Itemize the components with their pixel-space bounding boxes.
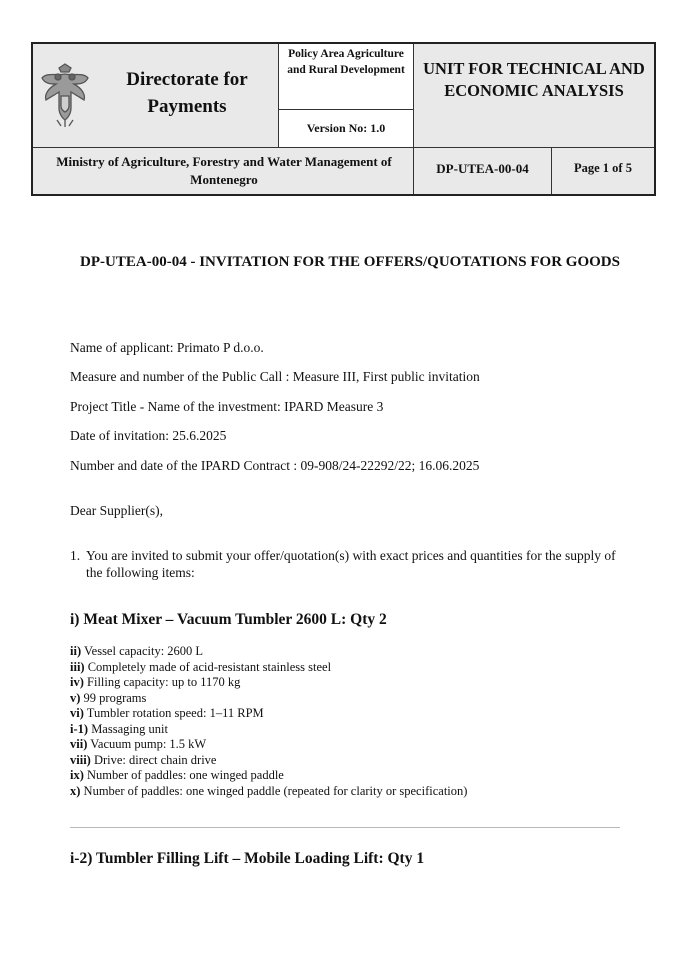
version-text: Version No: 1.0 (306, 121, 386, 135)
list-item: i-1) Massaging unit (70, 721, 168, 736)
doc-code-cell (414, 148, 552, 194)
list-item: vii) Vacuum pump: 1.5 kW (70, 737, 207, 751)
measure-field: Measure and number of the Public Call : Measure III, First public invitation (70, 369, 480, 384)
list-item: iv) Filling capacity: up to 1170 kg (70, 675, 241, 689)
list-item: ii) Vessel capacity: 2600 L (70, 644, 204, 658)
document-header-table (31, 42, 656, 196)
coat-of-arms-icon (39, 62, 91, 128)
applicant-field: Name of applicant: Primato P d.o.o. (70, 340, 264, 355)
contract-field: Number and date of the IPARD Contract : 09-908/24-22292/22; 16.06.2025 (70, 458, 480, 473)
policy-area-cell (279, 44, 414, 110)
unit-cell (414, 44, 654, 148)
salutation: Dear Supplier(s), (70, 503, 163, 518)
document-title: DP-UTEA-00-04 - INVITATION FOR THE OFFERS/QUOTATIONS FOR GOODS (80, 254, 620, 270)
paragraph-text: You are invited to submit your offer/quotation(s) with exact prices and quantities for the supply of the following items: (86, 548, 616, 580)
directorate-cell (33, 44, 279, 148)
spec-list (70, 644, 467, 799)
directorate-title: Directorate for Payments (126, 69, 248, 117)
ministry-text: Ministry of Agriculture, Forestry and Water Management of Montenegro (56, 154, 392, 187)
list-item: iii) Completely made of acid-resistant stainless steel (70, 659, 332, 674)
section-2-heading: i-2) Tumbler Filling Lift – Mobile Loading Lift: Qty 1 (70, 850, 425, 867)
unit-title: UNIT FOR TECHNICAL AND ECONOMIC ANALYSIS (423, 59, 645, 100)
paragraph-1 (70, 547, 630, 581)
paragraph-number: 1. (70, 548, 81, 563)
list-item: viii) Drive: direct chain drive (70, 752, 217, 767)
list-item: x) Number of paddles: one winged paddle (repeated for clarity or specification) (70, 783, 468, 798)
doc-code: DP-UTEA-00-04 (436, 161, 529, 176)
list-item: v) 99 programs (70, 690, 147, 705)
project-field: Project Title - Name of the investment: IPARD Measure 3 (70, 399, 384, 414)
invitation-date-field: Date of invitation: 25.6.2025 (70, 428, 227, 443)
page-number-cell (552, 148, 654, 194)
page-number: Page 1 of 5 (574, 161, 632, 175)
section-1-heading: i) Meat Mixer – Vacuum Tumbler 2600 L: Qty 2 (70, 611, 387, 628)
list-item: vi) Tumbler rotation speed: 1–11 RPM (70, 706, 264, 720)
ministry-cell (33, 148, 414, 194)
divider (70, 827, 620, 828)
list-item: ix) Number of paddles: one winged paddle (70, 768, 284, 782)
policy-area-text: Policy Area Agriculture and Rural Development (287, 48, 405, 76)
version-cell (279, 110, 414, 148)
